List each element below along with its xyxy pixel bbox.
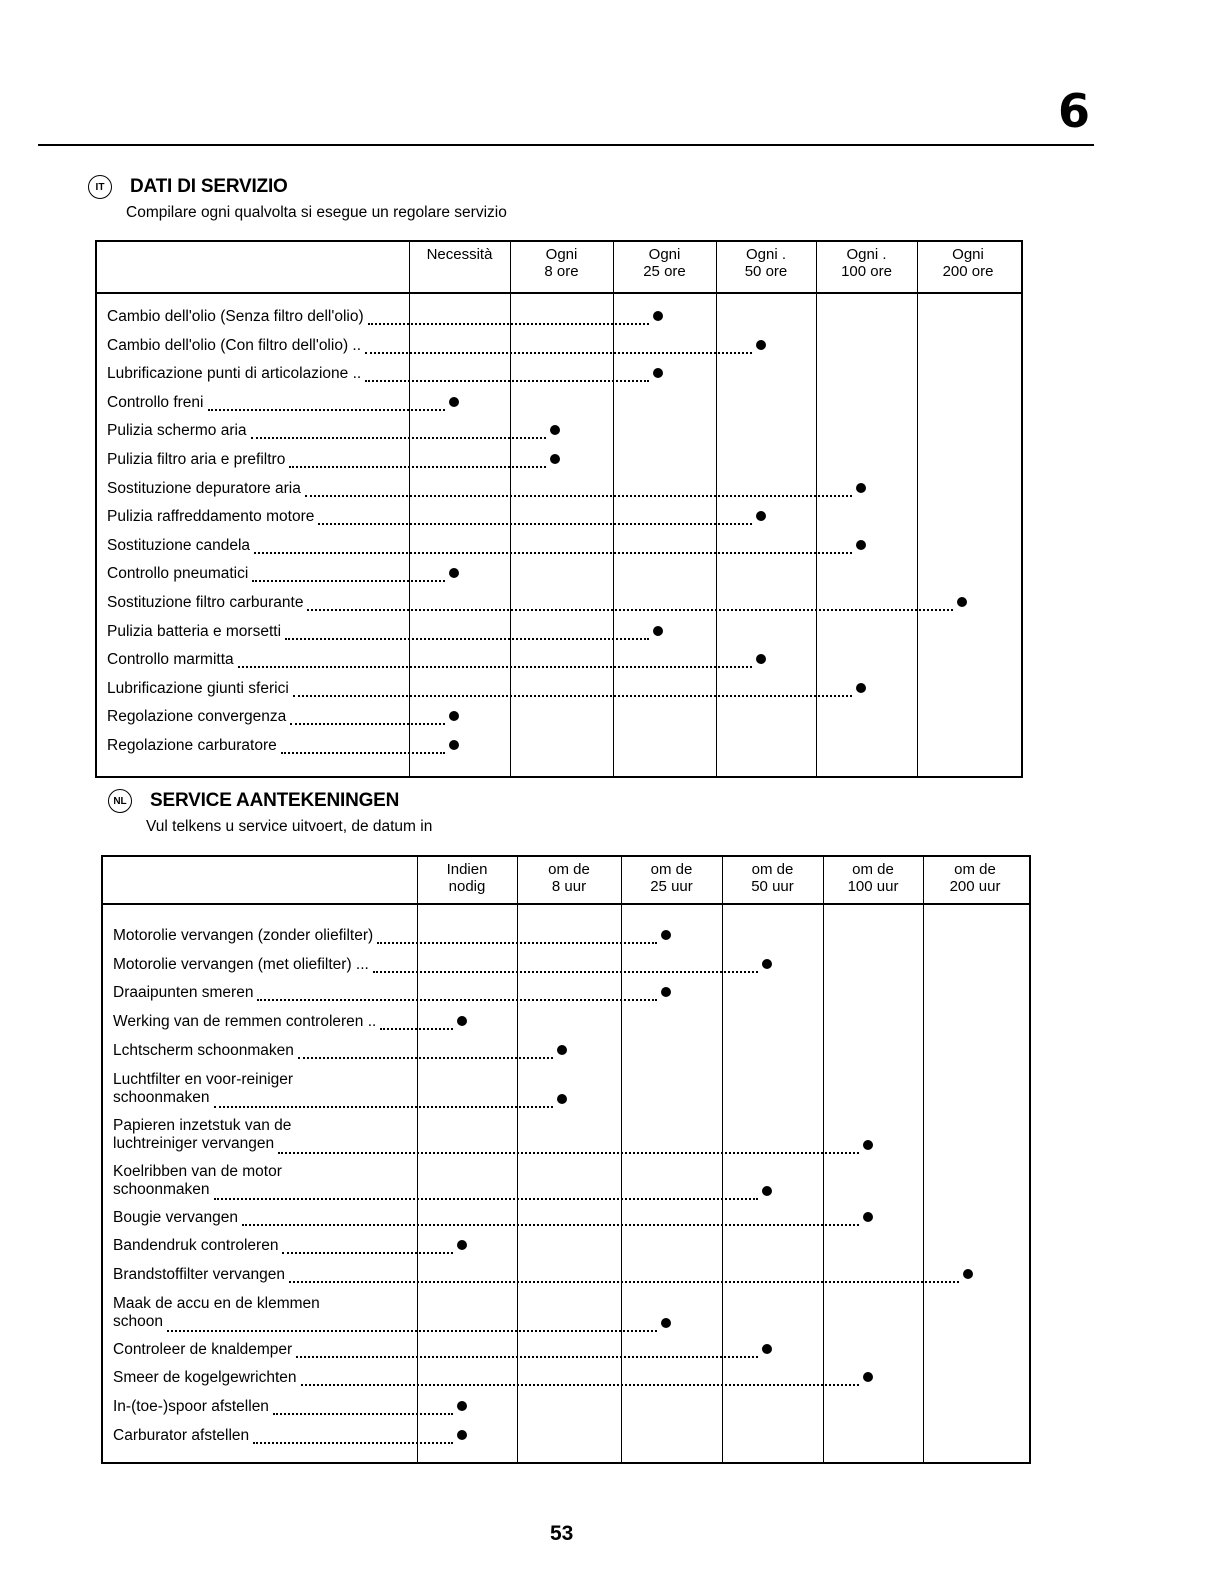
column-header: Ogni 200 ore [942,246,994,280]
leader-dots [380,1028,453,1030]
interval-bullet [756,340,766,350]
row-label: Pulizia raffreddamento motore [107,508,315,526]
column-header: om de 8 uur [548,861,590,895]
chapter-number: 6 [1058,84,1091,138]
leader-dots [257,999,657,1001]
column-header: Ogni 25 ore [643,246,686,280]
interval-bullet [449,568,459,578]
interval-bullet [661,987,671,997]
row-label: Bandendruk controleren [113,1237,279,1255]
row-label: Cambio dell'olio (Con filtro dell'olio) .. [107,336,362,354]
leader-dots [242,1224,859,1226]
leader-dots [252,580,445,582]
row-label: Controllo marmitta [107,651,234,669]
leader-dots [365,380,649,382]
row-label: Werking van de remmen controleren .. [113,1013,377,1031]
row-label: Regolazione carburatore [107,737,277,754]
row-label: Cambio dell'olio (Senza filtro dell'olio) [107,308,364,325]
column-divider [722,857,723,1462]
leader-dots [278,1152,859,1154]
leader-dots [253,1442,453,1444]
row-label: Lchtscherm schoonmaken [113,1041,294,1059]
column-divider [621,857,622,1462]
leader-dots [293,695,852,697]
column-divider [917,242,918,776]
interval-bullet [856,540,866,550]
column-divider [923,857,924,1462]
interval-bullet [550,425,560,435]
leader-dots [251,437,546,439]
column-header: Necessità [426,246,493,263]
service-table-italian [95,240,1023,778]
column-header: Ogni 8 ore [544,246,579,280]
row-label: Luchtfilter en voor-reiniger [113,1070,294,1088]
interval-bullet [863,1372,873,1382]
row-label: Carburator afstellen [113,1426,250,1444]
row-label: Motorolie vervangen (zonder oliefilter) [113,927,374,944]
column-divider [417,857,418,1462]
interval-bullet [457,1016,467,1026]
row-label-continued: schoonmaken [113,1088,210,1106]
row-label-continued: luchtreiniger vervangen [113,1134,275,1152]
row-label: Papieren inzetstuk van de [113,1116,292,1134]
row-label: Regolazione convergenza [107,708,287,726]
row-label: Draaipunten smeren [113,984,254,1002]
row-label: Bougie vervangen [113,1208,238,1226]
column-header: om de 100 uur [847,861,899,895]
interval-bullet [557,1045,567,1055]
interval-bullet [550,454,560,464]
leader-dots [301,1384,859,1386]
interval-bullet [756,654,766,664]
row-label: Controllo pneumatici [107,565,249,583]
interval-bullet [557,1094,567,1104]
leader-dots [318,523,752,525]
leader-dots [289,1281,959,1283]
interval-bullet [762,1344,772,1354]
leader-dots [281,752,445,754]
row-label: Lubrificazione giunti sferici [107,679,289,697]
interval-bullet [957,597,967,607]
table-row [107,337,407,355]
row-label: Pulizia schermo aria [107,422,247,440]
table-row [113,956,415,974]
interval-bullet [653,311,663,321]
column-header: om de 200 uur [949,861,1001,895]
interval-bullet [449,740,459,750]
interval-bullet [661,930,671,940]
table-row [107,365,407,383]
row-label: Lubrificazione punti di articolazione .. [107,365,362,383]
interval-bullet [863,1212,873,1222]
row-label: Sostituzione candela [107,536,251,554]
interval-bullet [762,959,772,969]
row-label-continued: schoonmaken [113,1180,210,1198]
leader-dots [285,638,649,640]
interval-bullet [449,397,459,407]
section-title: DATI DI SERVIZIO [130,176,288,197]
column-header: Ogni . 100 ore [841,246,892,280]
interval-bullet [653,368,663,378]
leader-dots [373,971,758,973]
interval-bullet [457,1430,467,1440]
leader-dots [282,1252,453,1254]
interval-bullet [457,1401,467,1411]
section-subtitle: Compilare ogni qualvolta si esegue un regolare servizio [126,204,507,221]
service-table-dutch [101,855,1031,1464]
leader-dots [254,552,852,554]
language-badge-icon: IT [88,175,112,199]
row-label: Koelribben van de motor [113,1162,282,1180]
leader-dots [365,352,752,354]
leader-dots [289,466,546,468]
section-dutch [108,786,432,836]
section-title: SERVICE AANTEKENINGEN [150,790,400,811]
leader-dots [238,666,752,668]
leader-dots [208,409,445,411]
interval-bullet [856,483,866,493]
row-label: Motorolie vervangen (met oliefilter) ... [113,955,369,973]
interval-bullet [963,1269,973,1279]
row-label: In-(toe-)spoor afstellen [113,1398,269,1415]
interval-bullet [856,683,866,693]
section-subtitle: Vul telkens u service uitvoert, de datum in [146,818,433,835]
column-header: om de 25 uur [650,861,693,895]
table-row [113,1295,415,1331]
leader-dots [307,609,953,611]
row-label: Controllo freni [107,393,204,411]
row-label-continued: schoon [113,1312,163,1330]
interval-bullet [661,1318,671,1328]
row-label: Maak de accu en de klemmen [113,1294,320,1312]
leader-dots [298,1057,553,1059]
header-divider [97,292,1021,294]
interval-bullet [756,511,766,521]
page-number: 53 [550,1522,574,1545]
column-header: Indien nodig [446,861,488,895]
interval-bullet [449,711,459,721]
table-row [107,308,407,326]
row-label: Pulizia filtro aria e prefiltro [107,451,286,468]
section-italian [88,172,507,222]
table-row [113,1117,415,1153]
table-row [113,1071,415,1107]
interval-bullet [653,626,663,636]
row-label: Smeer de kogelgewrichten [113,1369,297,1387]
table-row [113,927,415,945]
leader-dots [296,1356,758,1358]
interval-bullet [863,1140,873,1150]
column-divider [517,857,518,1462]
column-header: Ogni . 50 ore [744,246,788,280]
leader-dots [273,1413,453,1415]
header-rule [38,144,1094,146]
table-row [113,1013,415,1031]
leader-dots [290,723,445,725]
leader-dots [368,323,649,325]
leader-dots [214,1198,758,1200]
interval-bullet [762,1186,772,1196]
row-label: Pulizia batteria e morsetti [107,622,282,640]
column-divider [823,857,824,1462]
leader-dots [214,1106,553,1108]
leader-dots [305,495,852,497]
table-row [113,1163,415,1199]
row-label: Controleer de knaldemper [113,1340,293,1358]
column-header: om de 50 uur [751,861,794,895]
row-label: Sostituzione filtro carburante [107,594,304,611]
language-badge-icon: NL [108,789,132,813]
leader-dots [167,1330,657,1332]
header-divider [103,903,1029,905]
row-label: Sostituzione depuratore aria [107,479,301,497]
interval-bullet [457,1240,467,1250]
row-label: Brandstoffilter vervangen [113,1265,286,1283]
leader-dots [377,942,657,944]
